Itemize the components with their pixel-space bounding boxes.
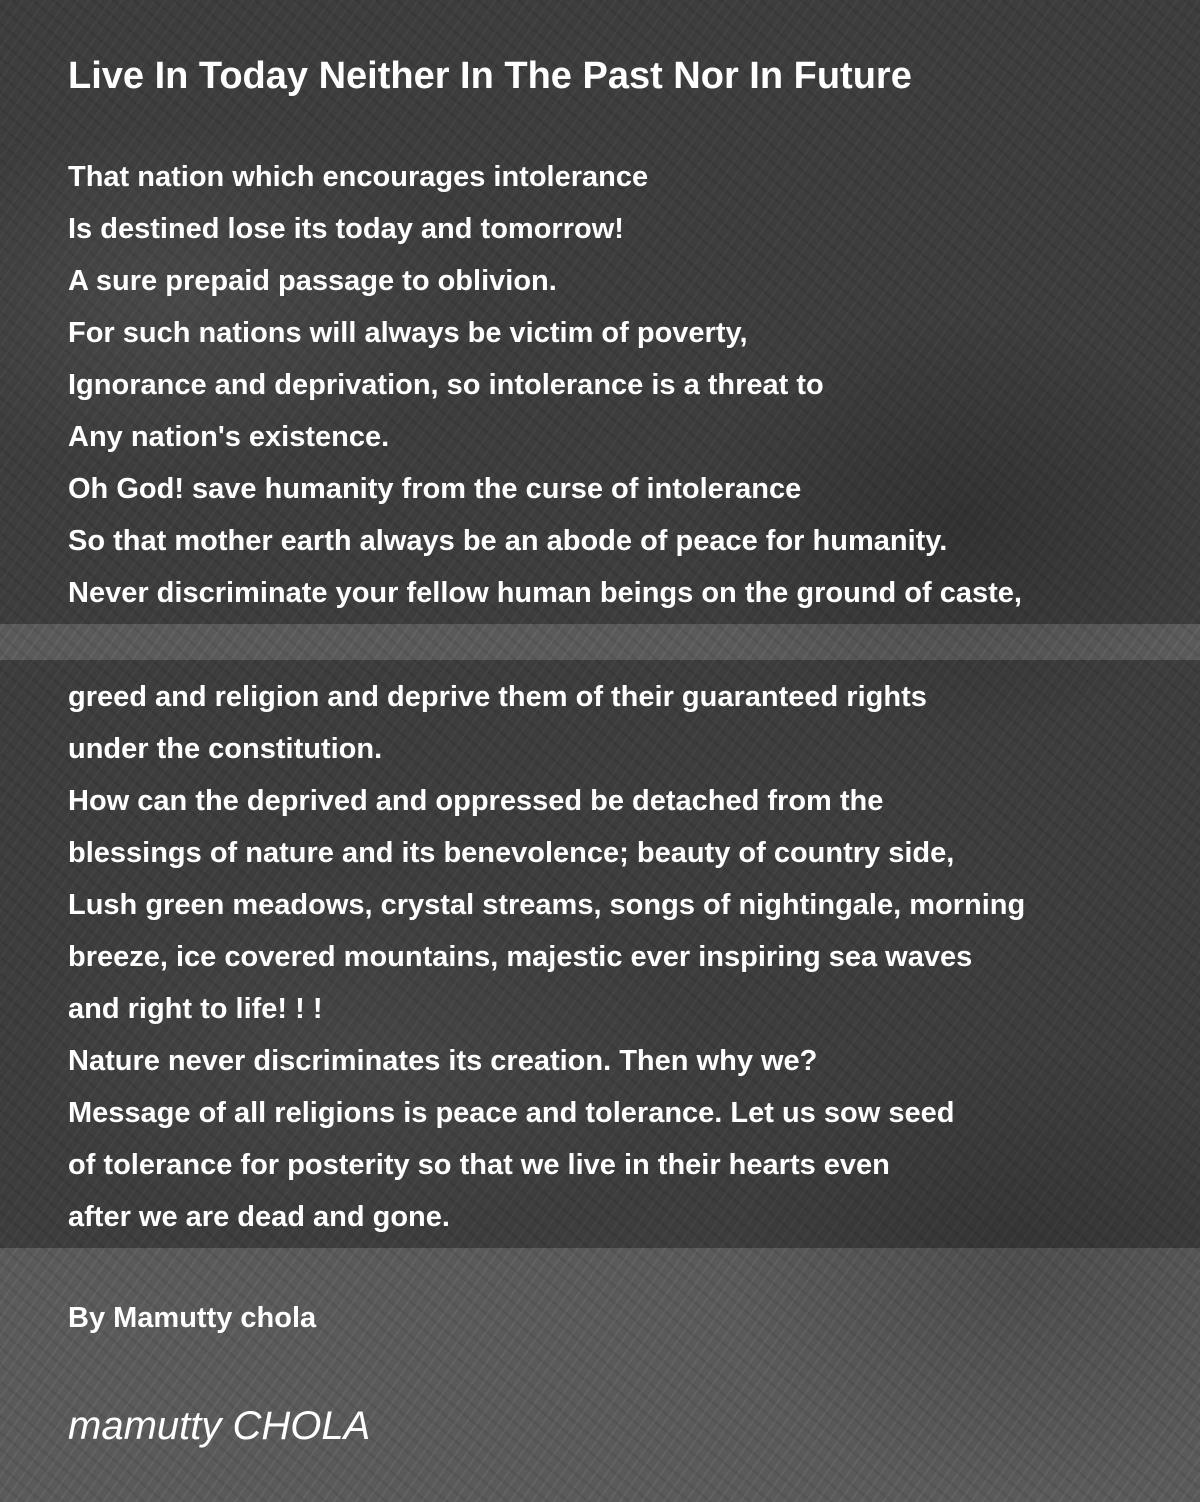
poem-line: Lush green meadows, crystal streams, songs of nightingale, morning	[68, 889, 1026, 921]
poem-line: How can the deprived and oppressed be detached from the	[68, 785, 884, 817]
poem-line: and right to life! ! !	[68, 993, 323, 1025]
poem-line: That nation which encourages intolerance	[68, 161, 649, 193]
poem-line: greed and religion and deprive them of their guaranteed rights	[68, 681, 927, 713]
poem-line: Oh God! save humanity from the curse of intolerance	[68, 473, 802, 505]
poem-line: For such nations will always be victim of poverty,	[68, 317, 748, 349]
poem-line: A sure prepaid passage to oblivion.	[68, 265, 557, 297]
stanza-2	[68, 671, 1025, 1243]
author-signature: mamutty CHOLA	[68, 1404, 371, 1448]
poem-line: breeze, ice covered mountains, majestic ever inspiring sea waves	[68, 941, 973, 973]
poem-title: Live In Today Neither In The Past Nor In Future	[68, 55, 912, 97]
poem-line: Never discriminate your fellow human beings on the ground of caste,	[68, 577, 1022, 609]
poem-line: of tolerance for posterity so that we live in their hearts even	[68, 1149, 890, 1181]
poem-line: Ignorance and deprivation, so intolerance is a threat to	[68, 369, 824, 401]
poem-line: after we are dead and gone.	[68, 1201, 450, 1233]
poem-byline: By Mamutty chola	[68, 1302, 317, 1334]
poem-line: Any nation's existence.	[68, 421, 390, 453]
poem-line: Is destined lose its today and tomorrow!	[68, 213, 624, 245]
poem-line: Message of all religions is peace and tolerance. Let us sow seed	[68, 1097, 955, 1129]
poem-line: Nature never discriminates its creation. Then why we?	[68, 1045, 818, 1077]
poem-line: So that mother earth always be an abode of peace for humanity.	[68, 525, 948, 557]
poem-line: under the constitution.	[68, 733, 383, 765]
poem-line: blessings of nature and its benevolence; beauty of country side,	[68, 837, 955, 869]
stanza-1	[68, 151, 1022, 619]
